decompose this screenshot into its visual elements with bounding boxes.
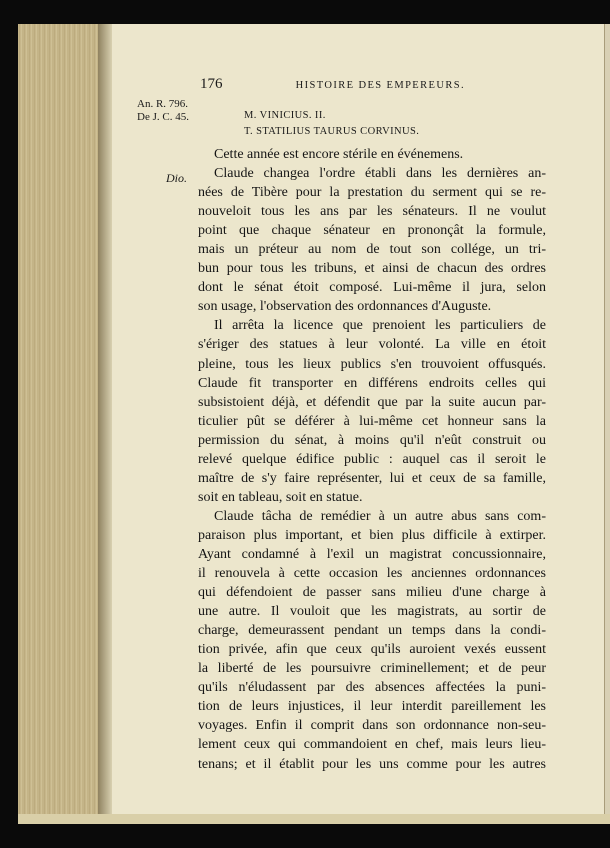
text-line: mais un préteur au nom de tout son collége, un tri-: [198, 242, 546, 258]
body-text: [198, 145, 546, 774]
text-line: tion de leurs injustices, il leur interdit pareillement les: [198, 699, 546, 715]
text-line: s'ériger des statues à leur volonté. La ville en étoit: [198, 337, 546, 353]
text-line: subsistoient déjà, et défendit que par la suite aucun par-: [198, 394, 546, 410]
text-line: maître de s'y faire représenter, lui et ceux de sa famille,: [198, 470, 546, 486]
page-number: 176: [200, 76, 223, 92]
text-line: ticulier pût se déférer à lui-même cet honneur sans la: [198, 413, 546, 429]
text-line: pleine, tous les lieux publics s'en trouvoient offusqués.: [198, 356, 546, 372]
margin-source: Dio.: [166, 171, 187, 185]
text-line: Il arrêta la licence que prenoient les particuliers de: [214, 318, 546, 334]
text-line: soit en tableau, soit en statue.: [198, 489, 363, 505]
text-line: son usage, l'observation des ordonnances d'Auguste.: [198, 299, 492, 315]
margin-date-line: An. R. 796.: [137, 98, 189, 110]
text-line: voyages. Enfin il comprit dans son ordonnance non-seu-: [198, 718, 546, 734]
text-line: Cette année est encore stérile en événemens.: [214, 147, 464, 162]
spine-shadow: [98, 24, 112, 814]
text-line: Claude tâcha de remédier à un autre abus sans com-: [214, 508, 546, 524]
text-line: Ayant condamné à l'exil un magistrat concussionnaire,: [198, 546, 546, 562]
text-line: dont le sénat étoit composé. Lui-même il jura, selon: [198, 280, 546, 296]
text-line: point que chaque sénateur en prononçât la formule,: [198, 223, 546, 239]
text-line: tenans; et il établit pour les uns comme pour les autres: [198, 756, 546, 772]
text-line: charge, demeurassent pendant un temps dans la condi-: [198, 623, 546, 639]
text-line: Claude changea l'ordre établi dans les dernières an-: [214, 166, 546, 182]
text-line: lement ceux qui commandoient en chef, mais leurs lieu-: [198, 737, 546, 753]
text-line: Claude fit transporter en différens endroits celles qui: [198, 375, 546, 391]
margin-date: [137, 98, 189, 124]
text-line: une autre. Il vouloit que les magistrats, au sortir de: [198, 604, 546, 620]
text-line: tion privée, afin que ceux qu'ils auroient vexés eussent: [198, 642, 546, 658]
text-line: la liberté de les poursuivre criminellement; et de peur: [198, 661, 546, 677]
text-line: nées de Tibère pour la prestation du serment qui se re-: [198, 185, 546, 201]
text-line: paraison plus important, et bien plus difficile à extirper.: [198, 527, 546, 543]
consul-line: M. VINICIUS. II.: [244, 110, 326, 121]
text-line: qu'ils n'éludassent par des absences affectées la puni-: [198, 680, 546, 696]
page-edges: [18, 24, 99, 814]
consul-line: T. STATILIUS TAURUS CORVINUS.: [244, 126, 420, 137]
next-page-edge: [604, 24, 610, 814]
margin-date-line: De J. C. 45.: [137, 111, 189, 123]
text-line: il renouvela à cette occasion les anciennes ordonnances: [198, 566, 546, 582]
running-title: HISTOIRE DES EMPEREURS.: [295, 80, 465, 91]
text-line: qui défendoient de passer sans milieu d'une charge à: [198, 585, 546, 601]
text-line: permission du sénat, à moins qu'il n'eût construit ou: [198, 432, 546, 448]
text-line: relevé quelque édifice public : auquel cas il seroit le: [198, 451, 546, 467]
text-line: nouveloit tous les ans par les sénateurs. Il ne voulut: [198, 204, 546, 220]
consuls-heading: [244, 108, 419, 140]
text-line: bun pour tous les tribuns, et ainsi de chacun des ordres: [198, 261, 546, 277]
running-head: [200, 76, 465, 93]
